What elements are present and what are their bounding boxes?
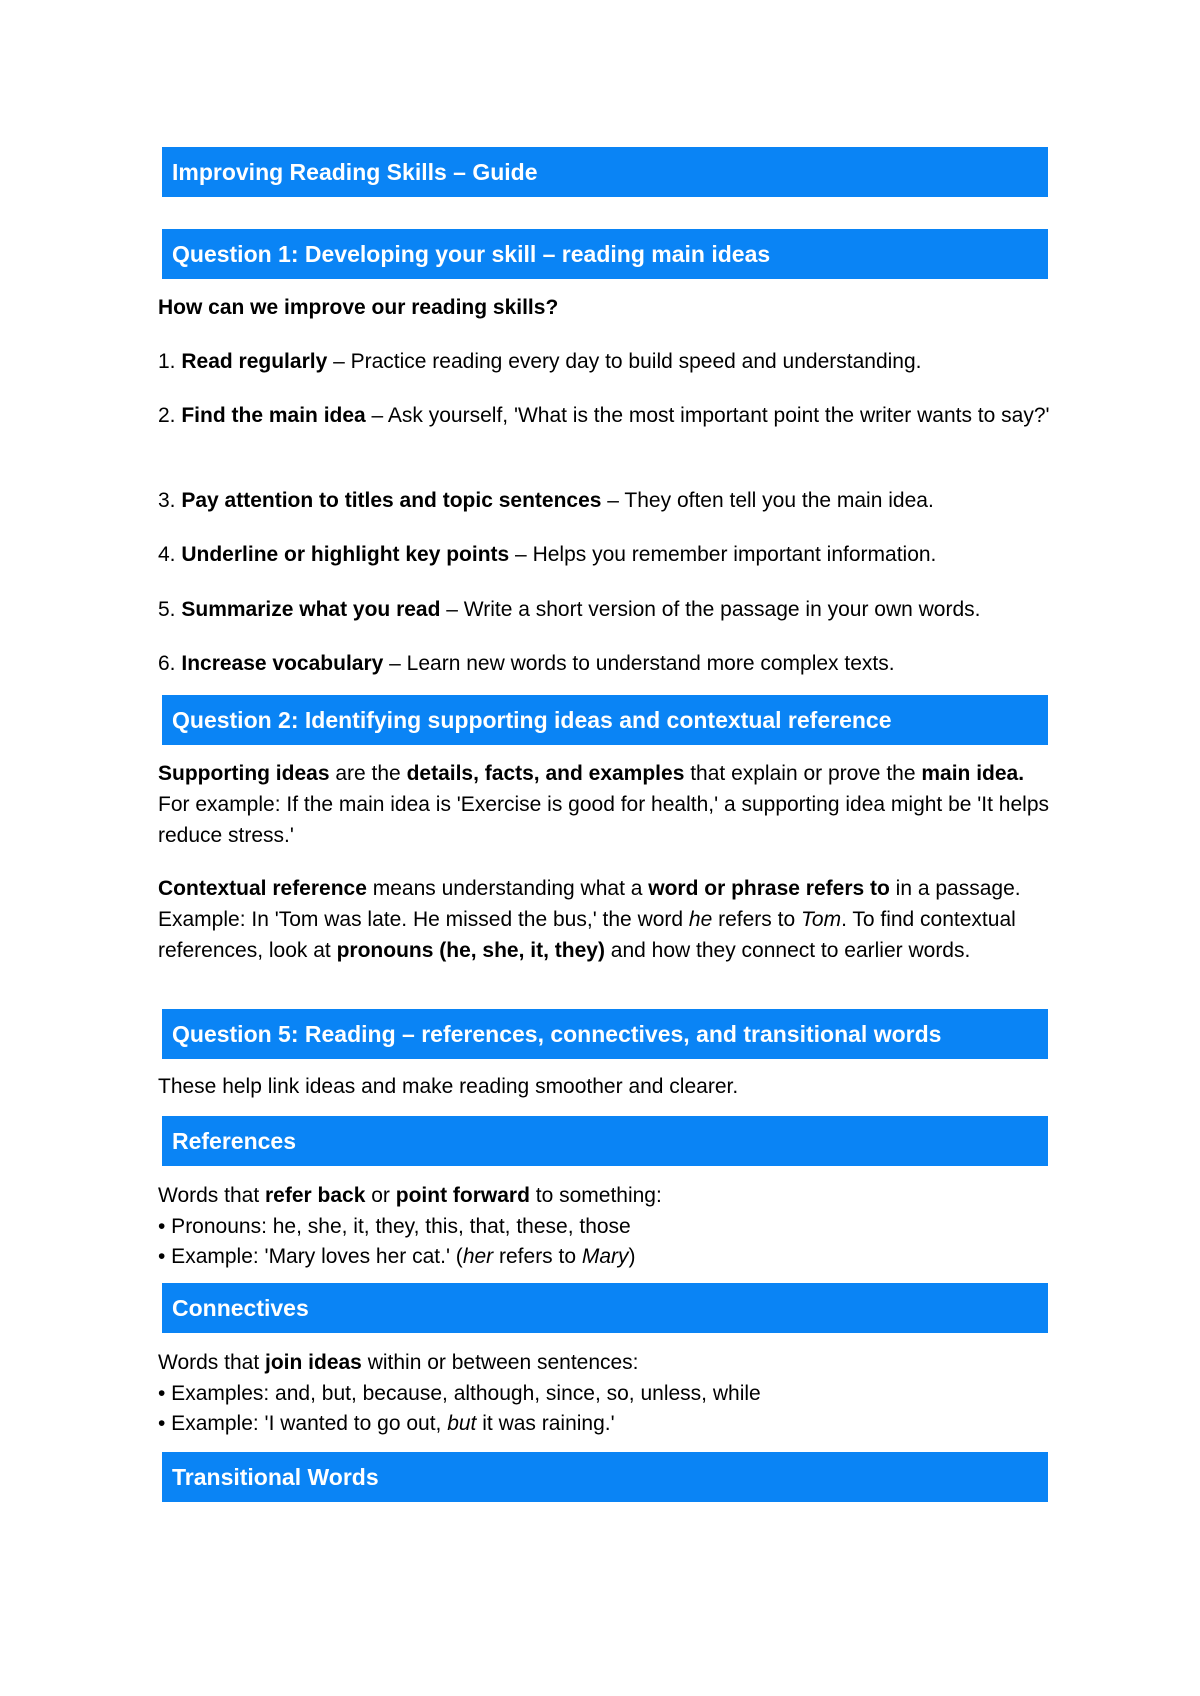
connectives-banner [162, 1283, 1048, 1333]
question-1-heading: Question 1: Developing your skill – reading main ideas [172, 240, 771, 267]
question-5-banner [162, 1009, 1048, 1059]
tip-item: 6. Increase vocabulary – Learn new words to understand more complex texts. [158, 652, 895, 675]
transitional-words-heading: Transitional Words [172, 1463, 379, 1490]
question-1-banner [162, 229, 1048, 279]
document-title-banner [162, 147, 1048, 197]
tip-item: 1. Read regularly – Practice reading every day to build speed and understanding. [158, 350, 922, 373]
contextual-reference-paragraph: Contextual reference means understanding what a word or phrase refers to in a passage. Example: In 'Tom was late. He missed the bus,' the word he refers to Tom. To find contextual references, look at pronouns (he, she, it, they) and how they connect to earlier words. [158, 877, 1021, 962]
tip-item: 3. Pay attention to titles and topic sentences – They often tell you the main idea. [158, 489, 934, 512]
question-1-intro-text: How can we improve our reading skills? [158, 296, 559, 319]
question-2-banner [162, 695, 1048, 745]
document-title: Improving Reading Skills – Guide [172, 158, 538, 185]
tip-item: 5. Summarize what you read – Write a short version of the passage in your own words. [158, 598, 981, 621]
connectives-bullet: • Examples: and, but, because, although, since, so, unless, while [158, 1382, 761, 1405]
tip-item: 4. Underline or highlight key points – Helps you remember important information. [158, 543, 937, 566]
transitional-words-banner [162, 1452, 1048, 1502]
references-bullet: • Example: 'Mary loves her cat.' (her refers to Mary) [158, 1245, 636, 1268]
references-heading: References [172, 1127, 297, 1154]
question-1-intro [158, 292, 1058, 323]
question-5-heading: Question 5: Reading – references, connectives, and transitional words [172, 1020, 942, 1047]
connectives-bullet: • Example: 'I wanted to go out, but it was raining.' [158, 1412, 615, 1435]
tip-item: 2. Find the main idea – Ask yourself, 'What is the most important point the writer wants to say?' [158, 404, 1050, 427]
question-2-heading: Question 2: Identifying supporting ideas and contextual reference [172, 706, 892, 733]
references-definition: Words that refer back or point forward to something: [158, 1184, 662, 1207]
connectives-heading: Connectives [172, 1294, 309, 1321]
supporting-ideas-paragraph: Supporting ideas are the details, facts, and examples that explain or prove the main idea. For example: If the main idea is 'Exercise is good for health,' a supporting idea might be 'It helps reduce stress.' [158, 762, 1050, 847]
question-5-intro: These help link ideas and make reading smoother and clearer. [158, 1075, 739, 1098]
references-bullet: • Pronouns: he, she, it, they, this, that, these, those [158, 1215, 631, 1238]
references-banner [162, 1116, 1048, 1166]
connectives-definition: Words that join ideas within or between sentences: [158, 1351, 639, 1374]
